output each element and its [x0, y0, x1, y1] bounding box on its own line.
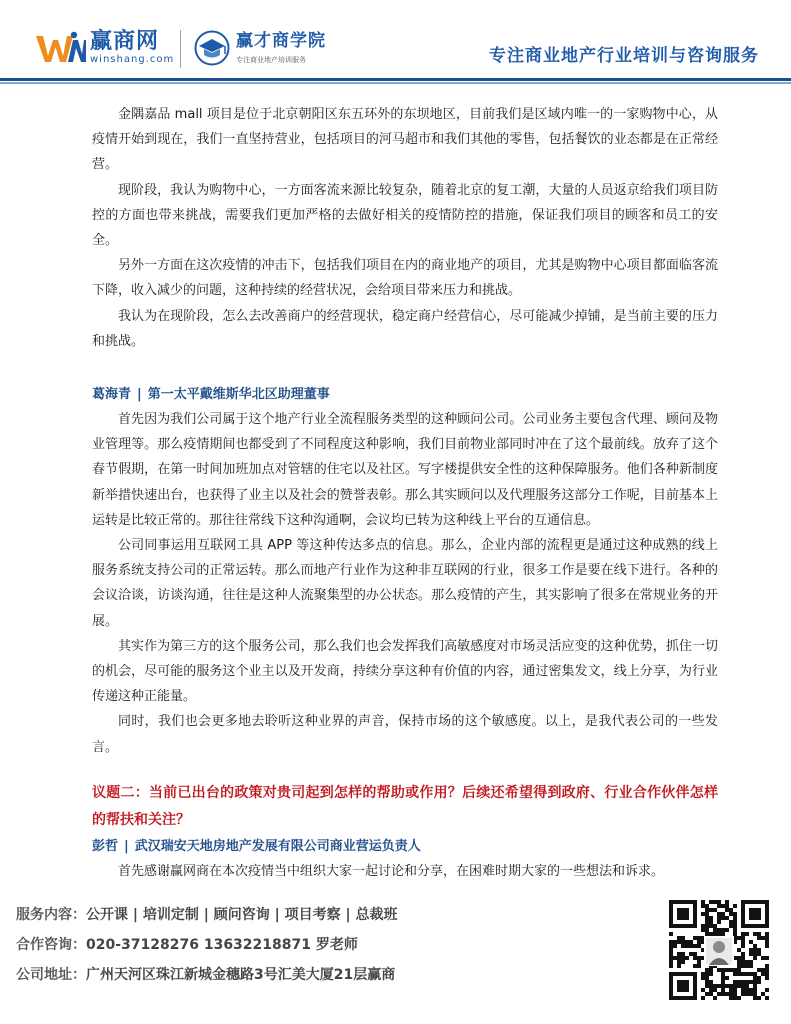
qr-module	[705, 908, 709, 912]
qr-module	[753, 988, 757, 992]
qr-module	[705, 972, 709, 976]
qr-module	[749, 948, 753, 952]
qr-module	[741, 960, 745, 964]
qr-module	[765, 940, 769, 944]
qr-module	[737, 960, 741, 964]
qr-module	[717, 900, 721, 904]
qr-module	[705, 924, 709, 928]
qr-module	[741, 992, 745, 996]
qr-module	[741, 956, 745, 960]
qr-module	[717, 968, 721, 972]
qr-module	[725, 928, 729, 932]
qr-module	[697, 960, 701, 964]
qr-module	[761, 968, 765, 972]
qr-module	[713, 996, 717, 1000]
qr-module	[733, 988, 737, 992]
qr-module	[673, 944, 677, 948]
qr-module	[701, 904, 705, 908]
qr-module	[733, 968, 737, 972]
qr-module	[741, 988, 745, 992]
qr-module	[761, 972, 765, 976]
qr-module	[681, 960, 685, 964]
qr-module	[717, 984, 721, 988]
qr-module	[765, 988, 769, 992]
qr-module	[713, 984, 717, 988]
qr-module	[713, 988, 717, 992]
qr-module	[709, 972, 713, 976]
qr-module	[757, 968, 761, 972]
qr-module	[689, 944, 693, 948]
qr-module	[757, 980, 761, 984]
topic-heading: 议题二：当前已出台的政策对贵司起到怎样的帮助或作用？后续还希望得到政府、行业合作伙伴怎样的帮扶和关注？	[92, 784, 718, 828]
qr-module	[753, 948, 757, 952]
qr-module	[729, 924, 733, 928]
qr-module	[741, 952, 745, 956]
qr-module	[721, 992, 725, 996]
speaker-title: 武汉瑞安天地房地产发展有限公司商业营运负责人	[134, 838, 421, 854]
qr-module	[749, 980, 753, 984]
qr-module	[709, 932, 713, 936]
qr-module	[765, 996, 769, 1000]
footer-contact	[16, 930, 636, 960]
qr-module	[753, 980, 757, 984]
qr-module	[677, 936, 681, 940]
qr-module	[721, 912, 725, 916]
qr-module	[721, 984, 725, 988]
qr-module	[749, 972, 753, 976]
qr-module	[733, 928, 737, 932]
qr-module	[677, 956, 681, 960]
qr-module	[701, 988, 705, 992]
section-gap	[92, 760, 718, 780]
qr-module	[725, 976, 729, 980]
qr-module	[745, 964, 749, 968]
qr-module	[765, 972, 769, 976]
qr-module	[701, 928, 705, 932]
qr-module	[701, 900, 705, 904]
qr-module	[733, 924, 737, 928]
qr-module	[733, 996, 737, 1000]
qr-module	[677, 940, 681, 944]
winshang-logo-icon	[36, 30, 86, 66]
paragraph: 现阶段，我认为购物中心，一方面客流来源比较复杂，随着北京的复工潮，大量的人员返京给我们项目防控的方面也带来挑战，需要我们更加严格的去做好相关的疫情防控的措施，保证我们项目的顾客和员工的安全。	[92, 182, 718, 249]
logo2-sub-text: 专注商业地产培训服务	[236, 56, 306, 64]
qr-module	[749, 992, 753, 996]
speaker-heading	[92, 382, 718, 407]
qr-module	[753, 952, 757, 956]
speaker-title: 第一太平戴维斯华北区助理董事	[147, 387, 330, 403]
qr-finder-inner	[677, 908, 689, 920]
qr-module	[737, 980, 741, 984]
qr-module	[753, 956, 757, 960]
paragraph: 金隅嘉品 mall 项目是位于北京朝阳区东五环外的东坝地区，目前我们是区域内唯一的一家购物中心，从疫情开始到现在，我们一直坚持营业，包括项目的河马超市和我们其他的零售，包括餐饮的业态都是在正常经营。	[92, 107, 718, 173]
qr-module	[681, 952, 685, 956]
qr-module	[757, 932, 761, 936]
paragraph: 公司同事运用互联网工具 APP 等这种传达多点的信息。那么，企业内部的流程更是通过这种成熟的线上服务系统支持公司的正常运转。那么而地产行业作为这种非互联网的行业，很多工作是要在线下进行。各种的会议洽谈，访谈沟通，往往是这种人流聚集型的办公状态。那么疫情的产生，其实影响了很多在常规业务的开展。	[92, 538, 718, 629]
qr-module	[737, 948, 741, 952]
header-tagline: 专注商业地产行业培训与咨询服务	[489, 46, 759, 66]
qr-module	[701, 976, 705, 980]
qr-module	[733, 984, 737, 988]
qr-module	[745, 988, 749, 992]
footer-address	[16, 960, 636, 990]
header-rule-light	[0, 82, 791, 84]
qr-module	[705, 984, 709, 988]
qr-module	[669, 940, 673, 944]
qr-module	[745, 984, 749, 988]
qr-module	[685, 940, 689, 944]
qr-module	[733, 972, 737, 976]
qr-module	[717, 920, 721, 924]
qr-module	[717, 916, 721, 920]
qr-module	[705, 968, 709, 972]
qr-module	[697, 944, 701, 948]
qr-module	[713, 932, 717, 936]
logo1-en-text: winshang.com	[90, 54, 175, 65]
qr-finder-inner	[749, 908, 761, 920]
qr-module	[673, 940, 677, 944]
qr-module	[733, 912, 737, 916]
qr-module	[705, 980, 709, 984]
qr-module	[737, 972, 741, 976]
qr-module	[709, 988, 713, 992]
qr-module	[741, 964, 745, 968]
qr-module	[697, 956, 701, 960]
qr-module	[705, 920, 709, 924]
qr-module	[765, 944, 769, 948]
qr-module	[765, 936, 769, 940]
article-body	[92, 102, 718, 884]
logo1-cn-text: 赢商网	[90, 29, 160, 54]
qr-module	[765, 932, 769, 936]
qr-module	[729, 992, 733, 996]
qr-module	[757, 948, 761, 952]
qr-module	[709, 984, 713, 988]
qr-module	[689, 952, 693, 956]
qr-module	[705, 904, 709, 908]
qr-module	[721, 972, 725, 976]
speaker-name: 彭哲	[92, 838, 119, 854]
qr-module	[717, 932, 721, 936]
footer-services	[16, 900, 636, 930]
qr-module	[669, 948, 673, 952]
qr-module	[713, 928, 717, 932]
qr-module	[753, 984, 757, 988]
qr-module	[733, 992, 737, 996]
qr-module	[681, 936, 685, 940]
logo-divider	[180, 30, 181, 68]
qr-module	[693, 944, 697, 948]
speaker-name: 葛海青	[92, 387, 132, 403]
qr-module	[729, 908, 733, 912]
qr-module	[669, 956, 673, 960]
logo2-cn-text: 赢才商学院	[236, 31, 326, 51]
qr-module	[713, 924, 717, 928]
qr-module	[765, 968, 769, 972]
footer-phone[interactable]: 020-37128276 13632218871 罗老师	[86, 937, 358, 953]
qr-module	[689, 940, 693, 944]
qr-module	[729, 920, 733, 924]
qr-module	[729, 968, 733, 972]
qr-module	[721, 932, 725, 936]
qr-module	[725, 908, 729, 912]
qr-module	[721, 968, 725, 972]
qr-module	[725, 904, 729, 908]
qr-module	[681, 940, 685, 944]
qr-avatar-head	[713, 941, 725, 953]
qr-module	[733, 980, 737, 984]
qr-module	[757, 936, 761, 940]
qr-module	[745, 972, 749, 976]
qr-module	[729, 988, 733, 992]
qr-module	[737, 984, 741, 988]
qr-module	[741, 972, 745, 976]
qr-module	[749, 960, 753, 964]
qr-module	[693, 952, 697, 956]
yingcai-logo[interactable]	[194, 30, 326, 66]
qr-module	[701, 996, 705, 1000]
footer-label: 合作咨询：	[16, 937, 86, 953]
qr-module	[761, 936, 765, 940]
qr-module	[757, 996, 761, 1000]
qr-module	[741, 980, 745, 984]
qr-module	[721, 988, 725, 992]
paragraph: 同时，我们也会更多地去聆听这种业界的声音，保持市场的这个敏感度。以上，是我代表公司的一些发言。	[92, 714, 718, 755]
qr-module	[721, 976, 725, 980]
qr-module	[685, 944, 689, 948]
qr-module	[733, 916, 737, 920]
qr-module	[685, 956, 689, 960]
qr-module	[673, 956, 677, 960]
section-gap	[92, 354, 718, 382]
qr-module	[709, 920, 713, 924]
qr-module	[713, 908, 717, 912]
footer-value: 广州天河区珠江新城金穗路3号汇美大厦21层赢商	[86, 967, 396, 983]
qr-module	[753, 932, 757, 936]
footer-value: 公开课 | 培训定制 | 顾问咨询 | 项目考察 | 总裁班	[86, 907, 398, 923]
qr-module	[697, 936, 701, 940]
qr-module	[677, 964, 681, 968]
qr-module	[705, 912, 709, 916]
qr-module	[733, 932, 737, 936]
qr-module	[697, 964, 701, 968]
paragraph: 首先感谢赢网商在本次疫情当中组织大家一起讨论和分享，在困难时期大家的一些想法和诉求。	[118, 863, 665, 879]
qr-module	[733, 904, 737, 908]
paragraph: 首先因为我们公司属于这个地产行业全流程服务类型的这种顾问公司。公司业务主要包含代理、顾问及物业管理等。那么疫情期间也都受到了不同程度这种影响，我们目前物业部同时冲在了这个最前线。放弃了这个春节假期，在第一时间加班加点对管辖的住宅以及社区。写字楼提供安全性的这种保障服务。他们各种新制度新举措快速出台，也获得了业主以及社会的赞誉表彰。那么其实顾问以及代理服务这部分工作呢，目前基本上运转是比较正常的。那往往常线下这种沟通啊，会议均已转为这种线上平台的互通信息。	[92, 412, 718, 528]
qr-module	[709, 924, 713, 928]
qr-module	[681, 956, 685, 960]
qr-module	[725, 992, 729, 996]
qr-module	[741, 940, 745, 944]
qr-module	[753, 992, 757, 996]
speaker-separator: |	[124, 838, 129, 854]
qr-module	[745, 960, 749, 964]
footer-label: 服务内容：	[16, 907, 86, 923]
qr-module	[729, 984, 733, 988]
qr-module	[749, 940, 753, 944]
qr-module	[729, 996, 733, 1000]
page-footer	[16, 900, 636, 990]
qr-module	[693, 964, 697, 968]
qr-module	[721, 928, 725, 932]
qr-module	[725, 984, 729, 988]
qr-module	[761, 992, 765, 996]
qr-module	[669, 932, 673, 936]
qr-module	[725, 968, 729, 972]
qr-module	[753, 976, 757, 980]
qr-module	[737, 968, 741, 972]
qr-module	[757, 952, 761, 956]
qr-module	[709, 980, 713, 984]
qr-module	[717, 928, 721, 932]
qr-module	[709, 968, 713, 972]
qr-module	[745, 980, 749, 984]
qr-module	[737, 956, 741, 960]
header-rule-dark	[0, 78, 791, 81]
qr-module	[749, 952, 753, 956]
qr-module	[693, 936, 697, 940]
qr-module	[705, 928, 709, 932]
qr-module	[709, 908, 713, 912]
qr-code-icon[interactable]	[664, 893, 774, 1007]
qr-finder-inner	[677, 980, 689, 992]
paragraph: 另外一方面在这次疫情的冲击下，包括我们项目在内的商业地产的项目，尤其是购物中心项目都面临客流下降，收入减少的问题，这种持续的经营状况，会给项目带来压力和挑战。	[92, 258, 718, 299]
qr-module	[705, 992, 709, 996]
qr-module	[717, 904, 721, 908]
qr-module	[669, 944, 673, 948]
qr-module	[753, 944, 757, 948]
speaker-separator: |	[137, 387, 142, 403]
qr-module	[761, 956, 765, 960]
qr-module	[737, 964, 741, 968]
qr-module	[741, 944, 745, 948]
paragraph: 其实作为第三方的这个服务公司，那么我们也会发挥我们高敏感度对市场灵活应变的这种优势，抓住一切的机会，尽可能的服务这个业主以及开发商，持续分享这种有价值的内容，通过密集发文，线上分享，为行业传递这种正能量。	[92, 638, 718, 705]
qr-module	[721, 980, 725, 984]
qr-module	[677, 952, 681, 956]
qr-module	[701, 912, 705, 916]
paragraph: 我认为在现阶段，怎么去改善商户的经营现状，稳定商户经营信心，尽可能减少掉铺，是当前主要的压力和挑战。	[92, 308, 718, 349]
page-header	[0, 0, 791, 80]
qr-module	[725, 900, 729, 904]
qr-module	[705, 932, 709, 936]
qr-module	[669, 960, 673, 964]
qr-module	[701, 924, 705, 928]
qr-module	[765, 976, 769, 980]
qr-module	[765, 964, 769, 968]
qr-module	[669, 964, 673, 968]
qr-module	[713, 900, 717, 904]
qr-module	[741, 936, 745, 940]
qr-module	[741, 984, 745, 988]
qr-module	[717, 912, 721, 916]
graduation-cap-icon	[194, 30, 230, 66]
qr-module	[681, 944, 685, 948]
speaker-heading	[92, 834, 718, 859]
qr-module	[729, 912, 733, 916]
qr-module	[705, 916, 709, 920]
qr-module	[717, 992, 721, 996]
qr-module	[753, 996, 757, 1000]
qr-module	[705, 976, 709, 980]
qr-module	[737, 996, 741, 1000]
qr-module	[753, 972, 757, 976]
qr-module	[749, 988, 753, 992]
qr-module	[721, 916, 725, 920]
qr-module	[765, 956, 769, 960]
qr-module	[737, 936, 741, 940]
footer-label: 公司地址：	[16, 967, 86, 983]
winshang-logo[interactable]	[36, 30, 174, 70]
qr-module	[745, 992, 749, 996]
qr-module	[741, 932, 745, 936]
qr-module	[677, 960, 681, 964]
qr-module	[745, 932, 749, 936]
qr-module	[721, 904, 725, 908]
qr-module	[733, 920, 737, 924]
qr-module	[709, 900, 713, 904]
qr-module	[697, 940, 701, 944]
qr-module	[693, 956, 697, 960]
qr-module	[725, 916, 729, 920]
qr-module	[669, 952, 673, 956]
qr-module	[701, 972, 705, 976]
qr-module	[749, 964, 753, 968]
qr-module	[757, 976, 761, 980]
qr-module	[709, 916, 713, 920]
qr-module	[709, 992, 713, 996]
